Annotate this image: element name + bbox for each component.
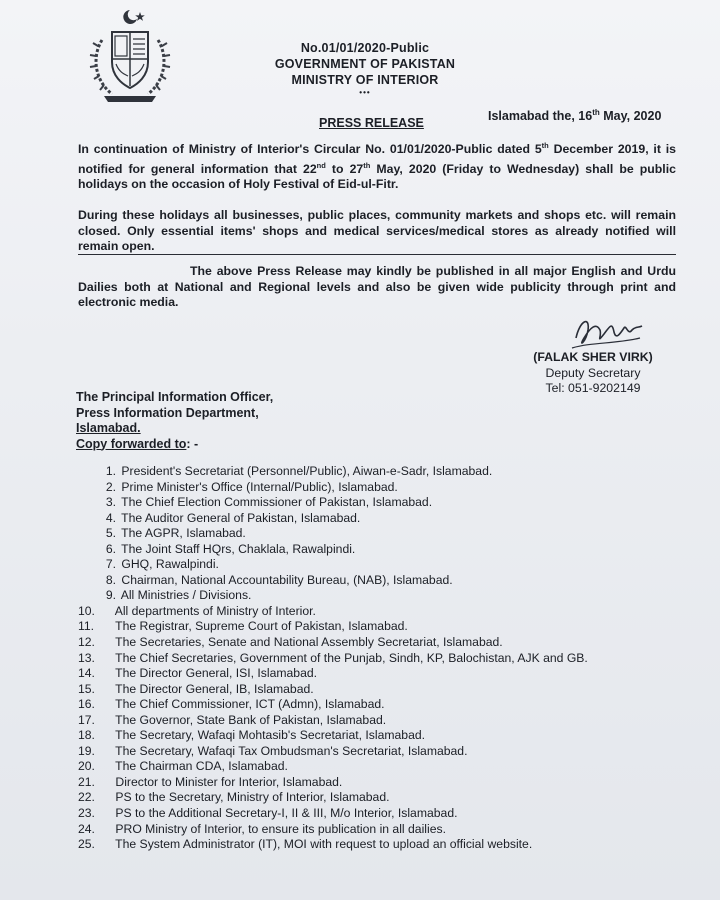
list-item bbox=[78, 666, 588, 682]
list-item-number: 7. bbox=[105, 557, 116, 572]
list-item-number: 12. bbox=[78, 635, 95, 650]
signatory-name: (FALAK SHER VIRK) bbox=[533, 350, 653, 364]
signatory-title: Deputy Secretary bbox=[545, 365, 641, 380]
list-item bbox=[78, 573, 588, 589]
list-item bbox=[78, 651, 588, 667]
list-item-number: 10. bbox=[78, 603, 95, 618]
reference-number: No.01/01/2020-Public bbox=[300, 41, 430, 55]
header-ornament: ••• bbox=[359, 88, 371, 97]
list-item-number: 22. bbox=[78, 790, 95, 805]
list-item-number: 14. bbox=[78, 666, 95, 681]
list-item-number: 1. bbox=[105, 464, 116, 478]
list-item bbox=[78, 775, 588, 791]
list-item-text: The AGPR, Islamabad. bbox=[121, 526, 246, 541]
ministry-name: MINISTRY OF INTERIOR bbox=[291, 73, 439, 87]
list-item bbox=[78, 557, 588, 573]
list-item bbox=[78, 588, 588, 604]
list-item-number: 25. bbox=[78, 837, 95, 852]
list-item-number: 23. bbox=[78, 806, 95, 821]
list-item-number: 19. bbox=[78, 743, 95, 758]
list-item-text: The Director General, ISI, Islamabad. bbox=[115, 666, 318, 681]
list-item-number: 9. bbox=[105, 588, 116, 603]
list-item bbox=[78, 837, 588, 853]
addressee-line-2: Press Information Department, bbox=[76, 405, 259, 420]
list-item-number: 5. bbox=[105, 526, 116, 541]
list-item bbox=[78, 806, 588, 822]
list-item bbox=[78, 822, 588, 838]
list-item-number: 6. bbox=[105, 541, 116, 556]
list-item-text: The Chief Secretaries, Government of the Punjab, Sindh, KP, Balochistan, AJK and GB. bbox=[115, 650, 588, 665]
copy-forwarded-label: Copy forwarded to: - bbox=[76, 436, 199, 451]
list-item-text: The Joint Staff HQrs, Chaklala, Rawalpindi. bbox=[121, 541, 356, 556]
list-item-text: The Secretaries, Senate and National Assembly Secretariat, Islamabad. bbox=[115, 635, 503, 650]
paragraph-closures: During these holidays all businesses, public places, community markets and shops etc. will remain closed. Only essential items' shops and medical services/medical stores as already notified will remain open. bbox=[78, 208, 676, 254]
signatory-block bbox=[528, 350, 658, 397]
list-item bbox=[78, 542, 588, 558]
list-item-text: PRO Ministry of Interior, to ensure its publication in all dailies. bbox=[115, 821, 446, 836]
government-name: GOVERNMENT OF PAKISTAN bbox=[274, 57, 456, 71]
list-item-text: Director to Minister for Interior, Islamabad. bbox=[115, 774, 343, 789]
list-item bbox=[78, 604, 588, 620]
list-item bbox=[78, 759, 588, 775]
list-item-text: PS to the Secretary, Ministry of Interior, Islamabad. bbox=[115, 790, 390, 805]
list-item-number: 2. bbox=[105, 479, 116, 494]
list-item-text: The Director General, IB, Islamabad. bbox=[115, 681, 314, 696]
list-item-number: 21. bbox=[78, 774, 95, 789]
list-item-number: 13. bbox=[78, 650, 95, 665]
issue-date: Islamabad the, 16th May, 2020 bbox=[488, 108, 662, 124]
list-item-text: All Ministries / Divisions. bbox=[120, 588, 252, 603]
list-item-number: 17. bbox=[78, 712, 95, 727]
list-item-text: Chairman, National Accountability Bureau, (NAB), Islamabad. bbox=[121, 572, 453, 587]
paragraph-publication-request: The above Press Release may kindly be published in all major English and Urdu Dailies both at National and Regional levels and also be given wide publicity through print and electronic media. bbox=[78, 264, 676, 310]
list-item-text: The System Administrator (IT), MOI with request to upload an official website. bbox=[115, 837, 533, 852]
list-item-number: 8. bbox=[105, 572, 116, 587]
list-item bbox=[78, 713, 588, 729]
list-item-text: The Secretary, Wafaqi Tax Ombudsman's Secretariat, Islamabad. bbox=[115, 743, 468, 758]
copy-distribution-list bbox=[78, 464, 588, 853]
list-item bbox=[78, 495, 588, 511]
list-item bbox=[78, 697, 588, 713]
list-item-number: 24. bbox=[78, 821, 95, 836]
divider-line bbox=[78, 254, 676, 255]
list-item bbox=[78, 744, 588, 760]
list-item-text: The Chief Commissioner, ICT (Admn), Islamabad. bbox=[115, 697, 385, 712]
signature-icon bbox=[566, 308, 644, 356]
letterhead bbox=[250, 40, 480, 98]
list-item-text: The Registrar, Supreme Court of Pakistan, Islamabad. bbox=[115, 619, 408, 634]
list-item-text: The Chief Election Commissioner of Pakistan, Islamabad. bbox=[121, 495, 433, 510]
list-item bbox=[78, 526, 588, 542]
list-item bbox=[78, 728, 588, 744]
list-item-number: 3. bbox=[105, 495, 116, 510]
list-item-number: 20. bbox=[78, 759, 95, 774]
paragraph-holiday-notice: In continuation of Ministry of Interior's Circular No. 01/01/2020-Public dated 5th December 2019, it is notified for general information that 22nd to 27th May, 2020 (Friday to Wednesday) shall be public holidays on the occasion of Holy Festival of Eid-ul-Fitr. bbox=[78, 141, 676, 192]
list-item bbox=[78, 635, 588, 651]
list-item-text: GHQ, Rawalpindi. bbox=[121, 557, 219, 572]
list-item bbox=[78, 619, 588, 635]
list-item-number: 15. bbox=[78, 681, 95, 696]
addressee-line-1: The Principal Information Officer, bbox=[76, 390, 274, 404]
signatory-telephone: Tel: 051-9202149 bbox=[545, 381, 641, 395]
list-item bbox=[78, 511, 588, 527]
list-item-text: The Secretary, Wafaqi Mohtasib's Secretariat, Islamabad. bbox=[115, 728, 426, 743]
list-item-text: PS to the Additional Secretary-I, II & III, M/o Interior, Islamabad. bbox=[115, 806, 458, 821]
list-item-text: All departments of Ministry of Interior. bbox=[114, 603, 316, 618]
list-item-text: The Chairman CDA, Islamabad. bbox=[115, 759, 288, 774]
list-item-number: 16. bbox=[78, 697, 95, 712]
list-item-number: 11. bbox=[78, 619, 95, 634]
list-item bbox=[78, 790, 588, 806]
addressee-block bbox=[76, 390, 273, 452]
list-item bbox=[78, 682, 588, 698]
list-item-text: The Governor, State Bank of Pakistan, Islamabad. bbox=[115, 712, 387, 727]
state-emblem-icon bbox=[84, 6, 176, 110]
list-item bbox=[78, 464, 588, 480]
press-release-title: PRESS RELEASE bbox=[319, 116, 424, 130]
list-item-text: Prime Minister's Office (Internal/Public), Islamabad. bbox=[121, 479, 398, 494]
addressee-line-3: Islamabad. bbox=[76, 421, 141, 435]
list-item bbox=[78, 480, 588, 496]
list-item-number: 18. bbox=[78, 728, 95, 743]
list-item-text: President's Secretariat (Personnel/Public), Aiwan-e-Sadr, Islamabad. bbox=[121, 464, 493, 478]
list-item-number: 4. bbox=[105, 510, 116, 525]
list-item-text: The Auditor General of Pakistan, Islamabad. bbox=[121, 510, 361, 525]
